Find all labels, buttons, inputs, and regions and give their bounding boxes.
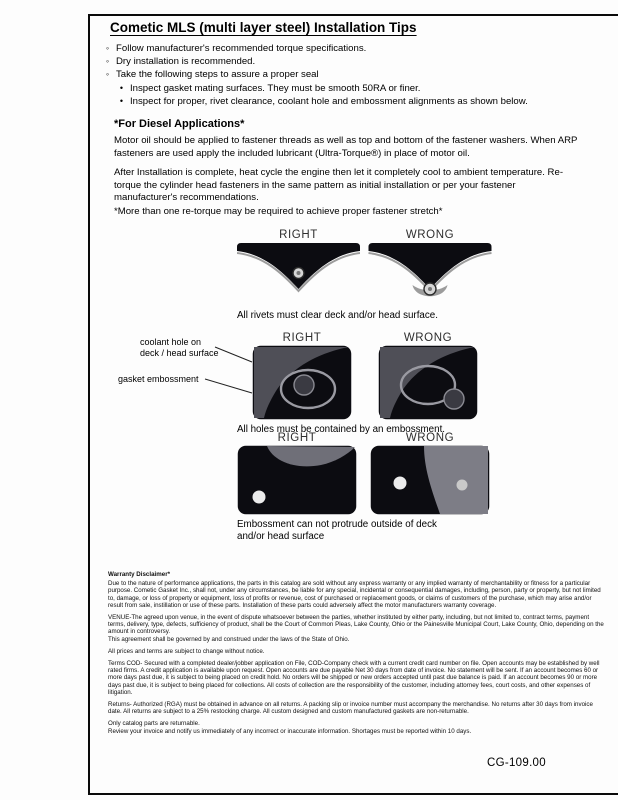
figure3-caption [237, 519, 437, 542]
figure1-caption: All rivets must clear deck and/or head surface. [237, 310, 438, 321]
review-invoice-line: Review your invoice and notify us immediately of any incorrect or inaccurate information. Shortages must be reported within 10 days. [108, 727, 472, 735]
coolant-hole-annotation-line2: deck / head surface [140, 347, 219, 358]
warranty-disclaimer-heading: Warranty Disclaimer* [108, 571, 171, 578]
coolant-hole-annotation-line1: coolant hole on [140, 337, 202, 347]
figure1-wrong-label: WRONG [405, 229, 455, 241]
figure1-wrong-rivet-illustration [368, 243, 492, 305]
figure3-right-deck-illustration [237, 445, 357, 515]
figure3-caption-line1: Embossment can not protrude outside of deck [237, 519, 437, 530]
figure3-caption-line2: and/or head surface [237, 530, 325, 542]
installation-tips-list [104, 42, 584, 108]
figure2-right-embossment-illustration [252, 345, 352, 420]
tip-item [104, 42, 584, 55]
gasket-embossment-annotation: gasket embossment [118, 374, 199, 384]
tip-text: Take the following steps to assure a proper seal [116, 69, 319, 81]
prices-terms-line: All prices and terms are subject to change without notice. [108, 647, 265, 655]
terms-cod-paragraph: Terms COD- Secured with a completed dealer/jobber application on File, COD-Company check with a current credit card number on file. Open accounts may be established by well rated firms. A credit application is available upon request. Open accounts are due payable Net 30 days from date of invoice. No statement will be sent. If an account becomes 60 or more days past due, it is subject to being placed on credit hold. No orders will be shipped or new orders accepted until past due balance is paid. If an account becomes 90 or more days past due, it is subject to being placed for collections. All costs of collection are the responsibility of the customer, including attorney fees, court costs, and other expenses of litigation. [108, 660, 600, 696]
retorque-note: *More than one re-torque may be required to achieve proper fastener stretch* [114, 206, 443, 217]
figure1-right-label: RIGHT [279, 229, 318, 241]
document-number: CG-109.00 [487, 757, 546, 769]
sub-tip-text: Inspect for proper, rivet clearance, coolant hole and embossment alignments as shown below. [130, 95, 528, 107]
open-bullet-icon: ◦ [105, 43, 110, 53]
figure3-wrong-deck-illustration [370, 445, 490, 515]
figure3-right-label: RIGHT [277, 432, 317, 444]
figure3-wrong-label: WRONG [405, 432, 455, 444]
page-title: Cometic MLS (multi layer steel) Installation Tips [110, 20, 417, 35]
figure2-right-label: RIGHT [282, 332, 322, 344]
tip-item [104, 68, 584, 81]
figure2-caption: All holes must be contained by an embossment. [237, 424, 446, 435]
diesel-applications-heading: *For Diesel Applications* [114, 118, 245, 130]
filled-bullet-icon: • [119, 82, 124, 93]
sub-tip-text: Inspect gasket mating surfaces. They must be smooth 50RA or finer. [130, 82, 421, 94]
diesel-paragraph-1: Motor oil should be applied to fastener threads as well as top and bottom of the fastener washers. When ARP fasteners are used apply the included lubricant (Ultra-Torque®) in place of motor oil. [114, 135, 578, 159]
legal-section [108, 571, 605, 740]
warranty-paragraph: Due to the nature of performance applications, the parts in this catalog are sold without any express warranty or any implied warranty of merchantability or fitness for a particular purpose. Cometic Gasket Inc., shall not, under any circumstances, be liable for any special, incidental or consequential damages, including, person, party or property, but not limited to, damage, or loss of property or equipment, loss of profits or revenue, cost of purchased or replacement goods, or claims of customers of the purchase, which may arise and/or result from sale, instillation or use of these parts. Installation of these parts could adversely affect the motor manufacturers warranty coverage. [108, 580, 601, 609]
sub-tip-item [118, 95, 584, 108]
diesel-paragraph-2: After Installation is complete, heat cycle the engine then let it completely cool to ambient temperature. Re-torque the cylinder head fasteners in the same pattern as initial installation or per your fastener manufacturer's recommendations. [114, 167, 564, 204]
figure2-wrong-embossment-illustration [378, 345, 478, 420]
returns-paragraph: Returns- Authorized (RGA) must be obtained in advance on all returns. A packing slip or invoice number must accompany the merchandise. No returns after 30 days from invoice date. All returns are subject to a 25% restocking charge. All custom designed and custom manufactured gaskets are non-returnable. [108, 701, 593, 716]
sub-tip-item [118, 82, 584, 95]
venue-governing-law-line: This agreement shall be governed by and construed under the laws of the State of Ohio. [108, 635, 350, 643]
figure1-right-rivet-illustration [237, 243, 360, 305]
tip-item [104, 55, 584, 68]
tip-text: Follow manufacturer's recommended torque specifications. [116, 43, 367, 54]
figure2-wrong-label: WRONG [403, 332, 453, 344]
filled-bullet-icon: • [119, 95, 124, 106]
open-bullet-icon: ◦ [105, 69, 110, 80]
tip-text: Dry installation is recommended. [116, 56, 256, 68]
open-bullet-icon: ◦ [105, 56, 110, 67]
catalog-returnable-line: Only catalog parts are returnable. [108, 720, 200, 728]
venue-paragraph: VENUE-The agreed upon venue, in the event of dispute whatsoever between the parties, whether instituted by either party, including, but not limited to, contract terms, payment terms, delivery, type, defects, sufficiency of product, shall be the Court of Common Pleas, Lake County, Ohio or the Painesville Municipal Court, Lake County, Ohio, depending on the amount in controversy. [108, 614, 604, 636]
